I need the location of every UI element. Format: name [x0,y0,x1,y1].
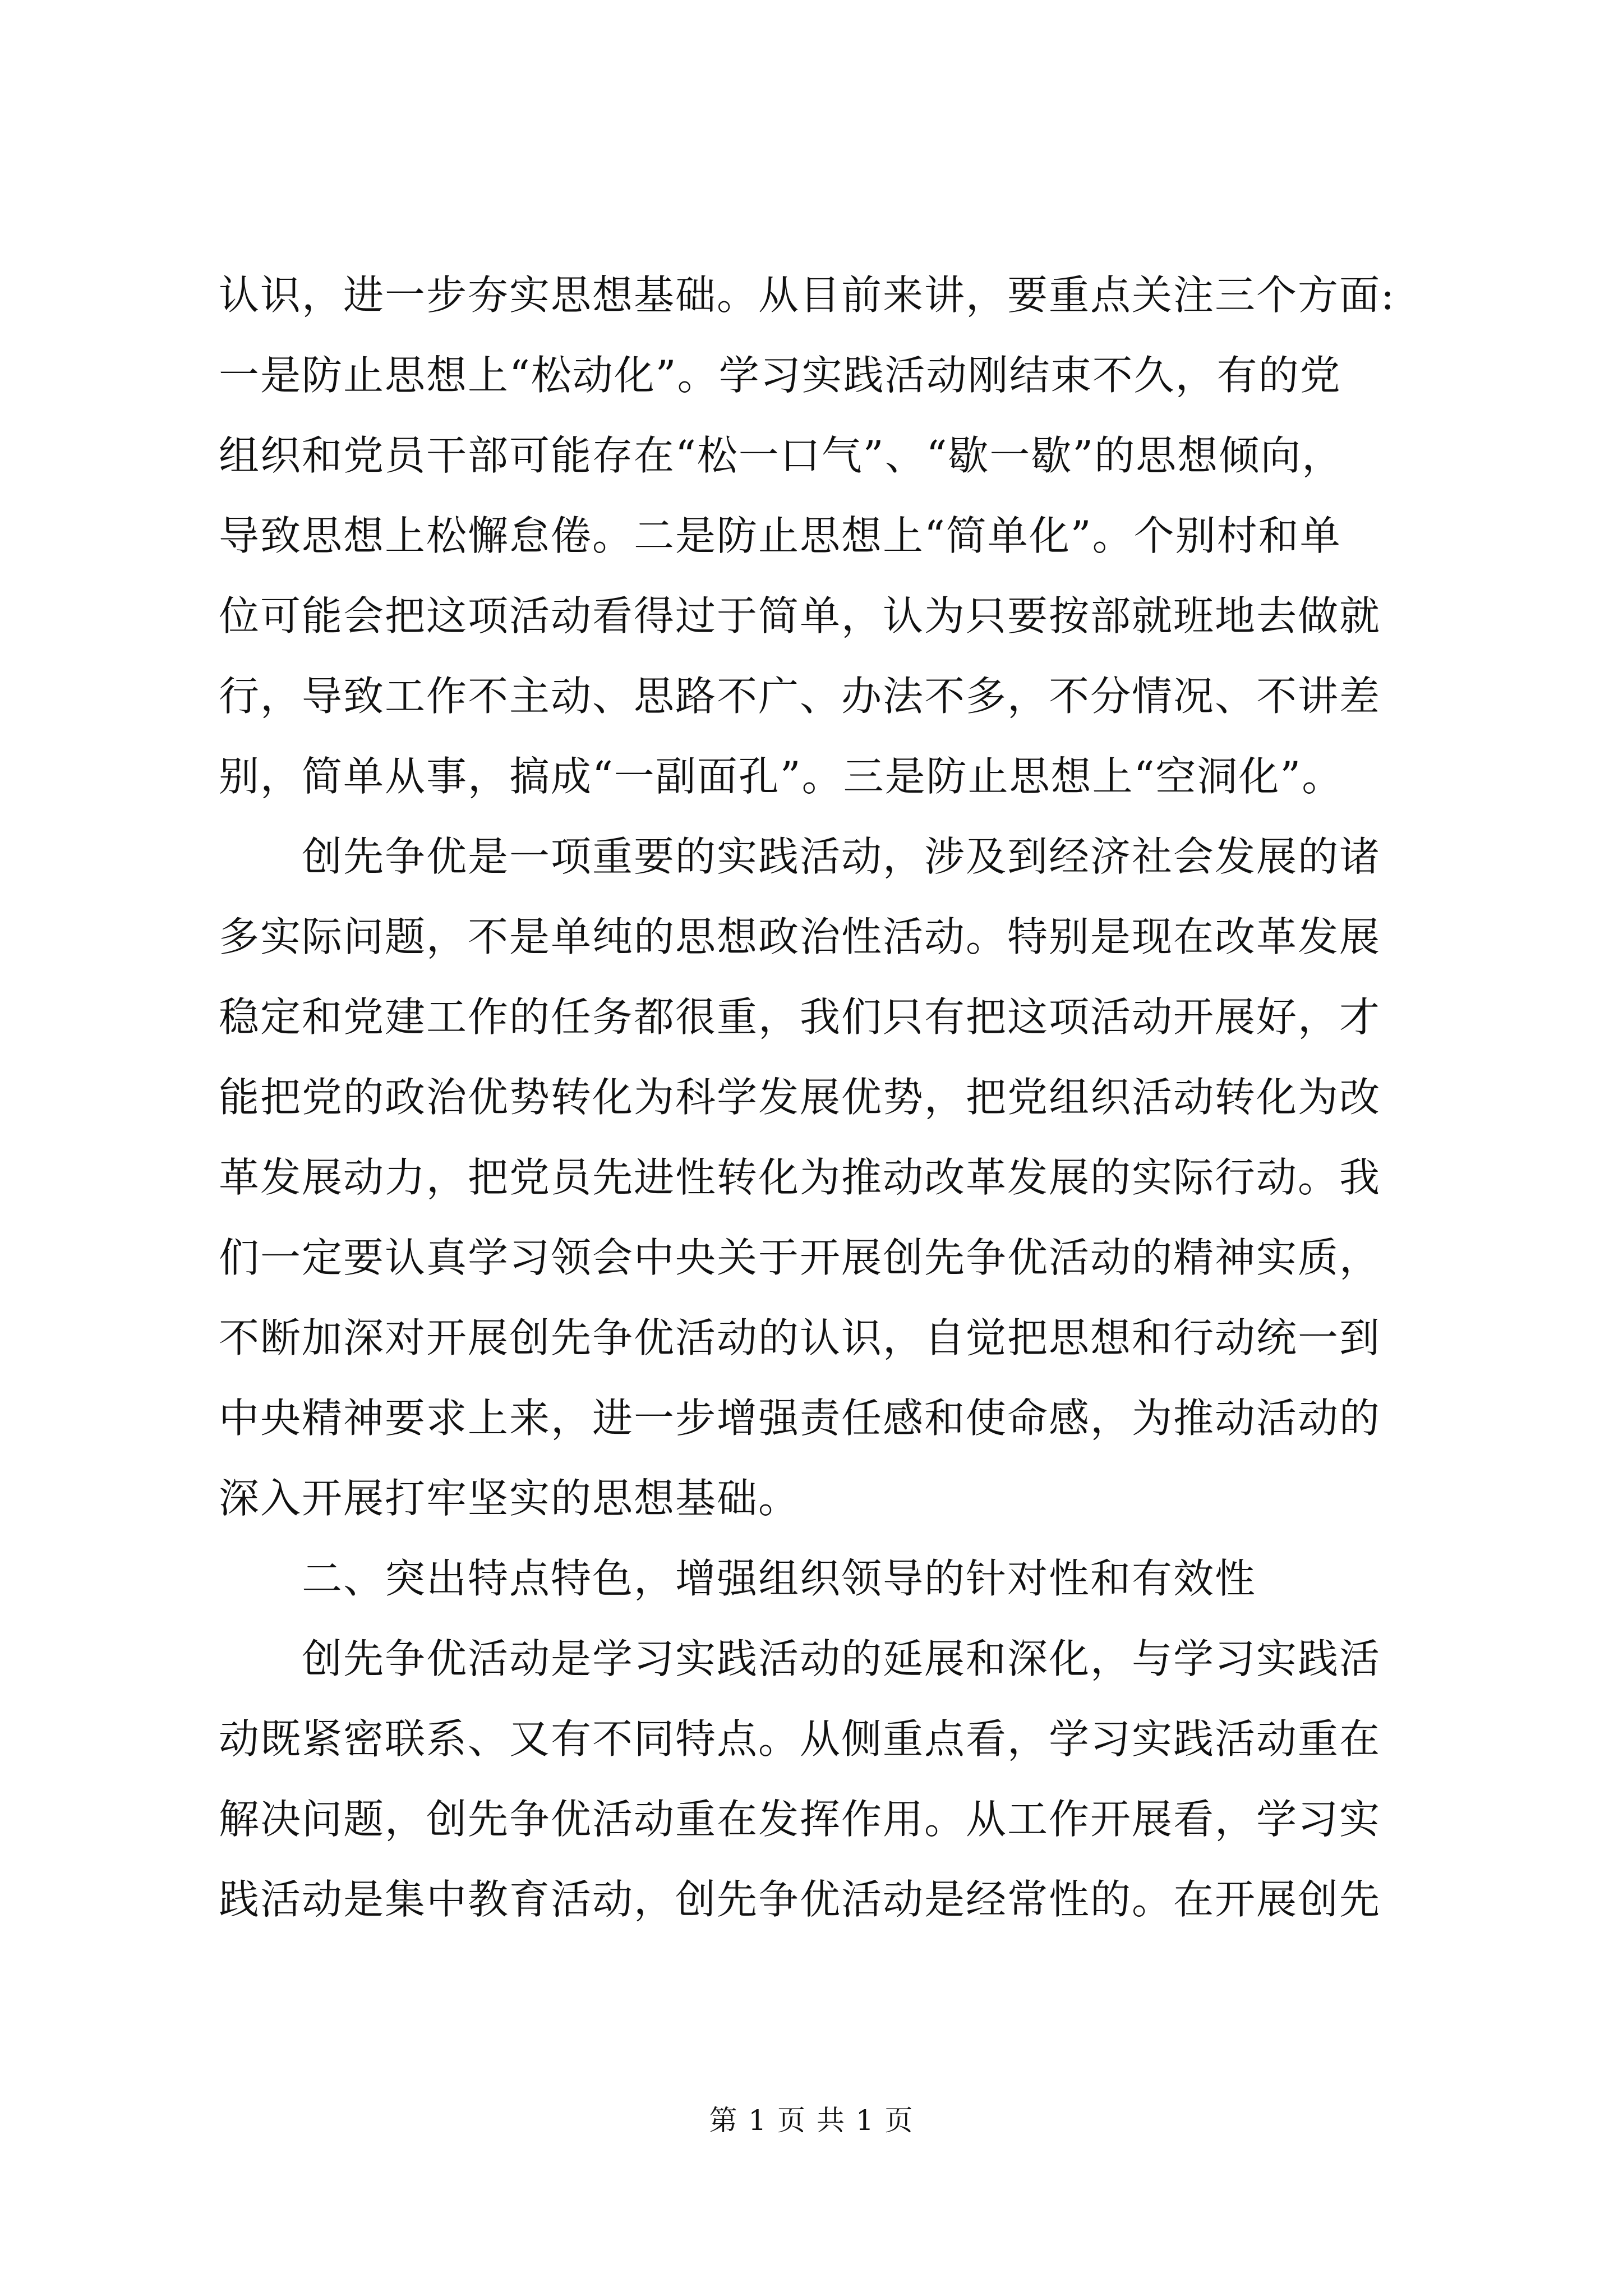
section-heading: 二、突出特点特色，增强组织领导的针对性和有效性 [302,1555,1257,1602]
text-line: 多实际问题，不是单纯的思想政治性活动。特别是现在改革发展 [219,913,1381,960]
text-line: 能把党的政治优势转化为科学发展优势，把党组织活动转化为改 [219,1074,1381,1121]
paragraph-first-line: 创先争优活动是学习实践活动的延展和深化，与学习实践活 [302,1635,1381,1682]
text-line: 深入开展打牢坚实的思想基础。 [219,1475,800,1522]
text-line: 践活动是集中教育活动，创先争优活动是经常性的。在开展创先 [219,1876,1381,1923]
text-line: 中央精神要求上来，进一步增强责任感和使命感，为推动活动的 [219,1395,1381,1442]
text-line: 别，简单从事，搞成“一副面孔”。三是防止思想上“空洞化”。 [219,753,1344,800]
text-line: 革发展动力，把党员先进性转化为推动改革发展的实际行动。我 [219,1154,1381,1201]
text-line: 导致思想上松懈怠倦。二是防止思想上“简单化”。个别村和单 [219,512,1341,559]
text-line: 一是防止思想上“松动化”。学习实践活动刚结束不久，有的党 [219,352,1341,399]
paragraph-first-line: 创先争优是一项重要的实践活动，涉及到经济社会发展的诸 [302,833,1381,880]
text-line: 稳定和党建工作的任务都很重，我们只有把这项活动开展好，才 [219,993,1381,1041]
text-line: 认识，进一步夯实思想基础。从目前来讲，要重点关注三个方面: [219,272,1396,319]
text-line: 组织和党员干部可能存在“松一口气”、“歇一歇”的思想倾向， [219,432,1344,479]
text-line: 动既紧密联系、又有不同特点。从侧重点看，学习实践活动重在 [219,1715,1381,1763]
text-line: 解决问题，创先争优活动重在发挥作用。从工作开展看，学习实 [219,1796,1381,1843]
text-line: 行，导致工作不主动、思路不广、办法不多，不分情况、不讲差 [219,673,1381,720]
text-line: 不断加深对开展创先争优活动的认识，自觉把思想和行动统一到 [219,1314,1381,1361]
document-body [219,255,1419,1940]
text-line: 位可能会把这项活动看得过于简单，认为只要按部就班地去做就 [219,592,1381,639]
page-footer: 第 1 页 共 1 页 [709,2104,914,2137]
text-line: 们一定要认真学习领会中央关于开展创先争优活动的精神实质， [219,1234,1381,1281]
